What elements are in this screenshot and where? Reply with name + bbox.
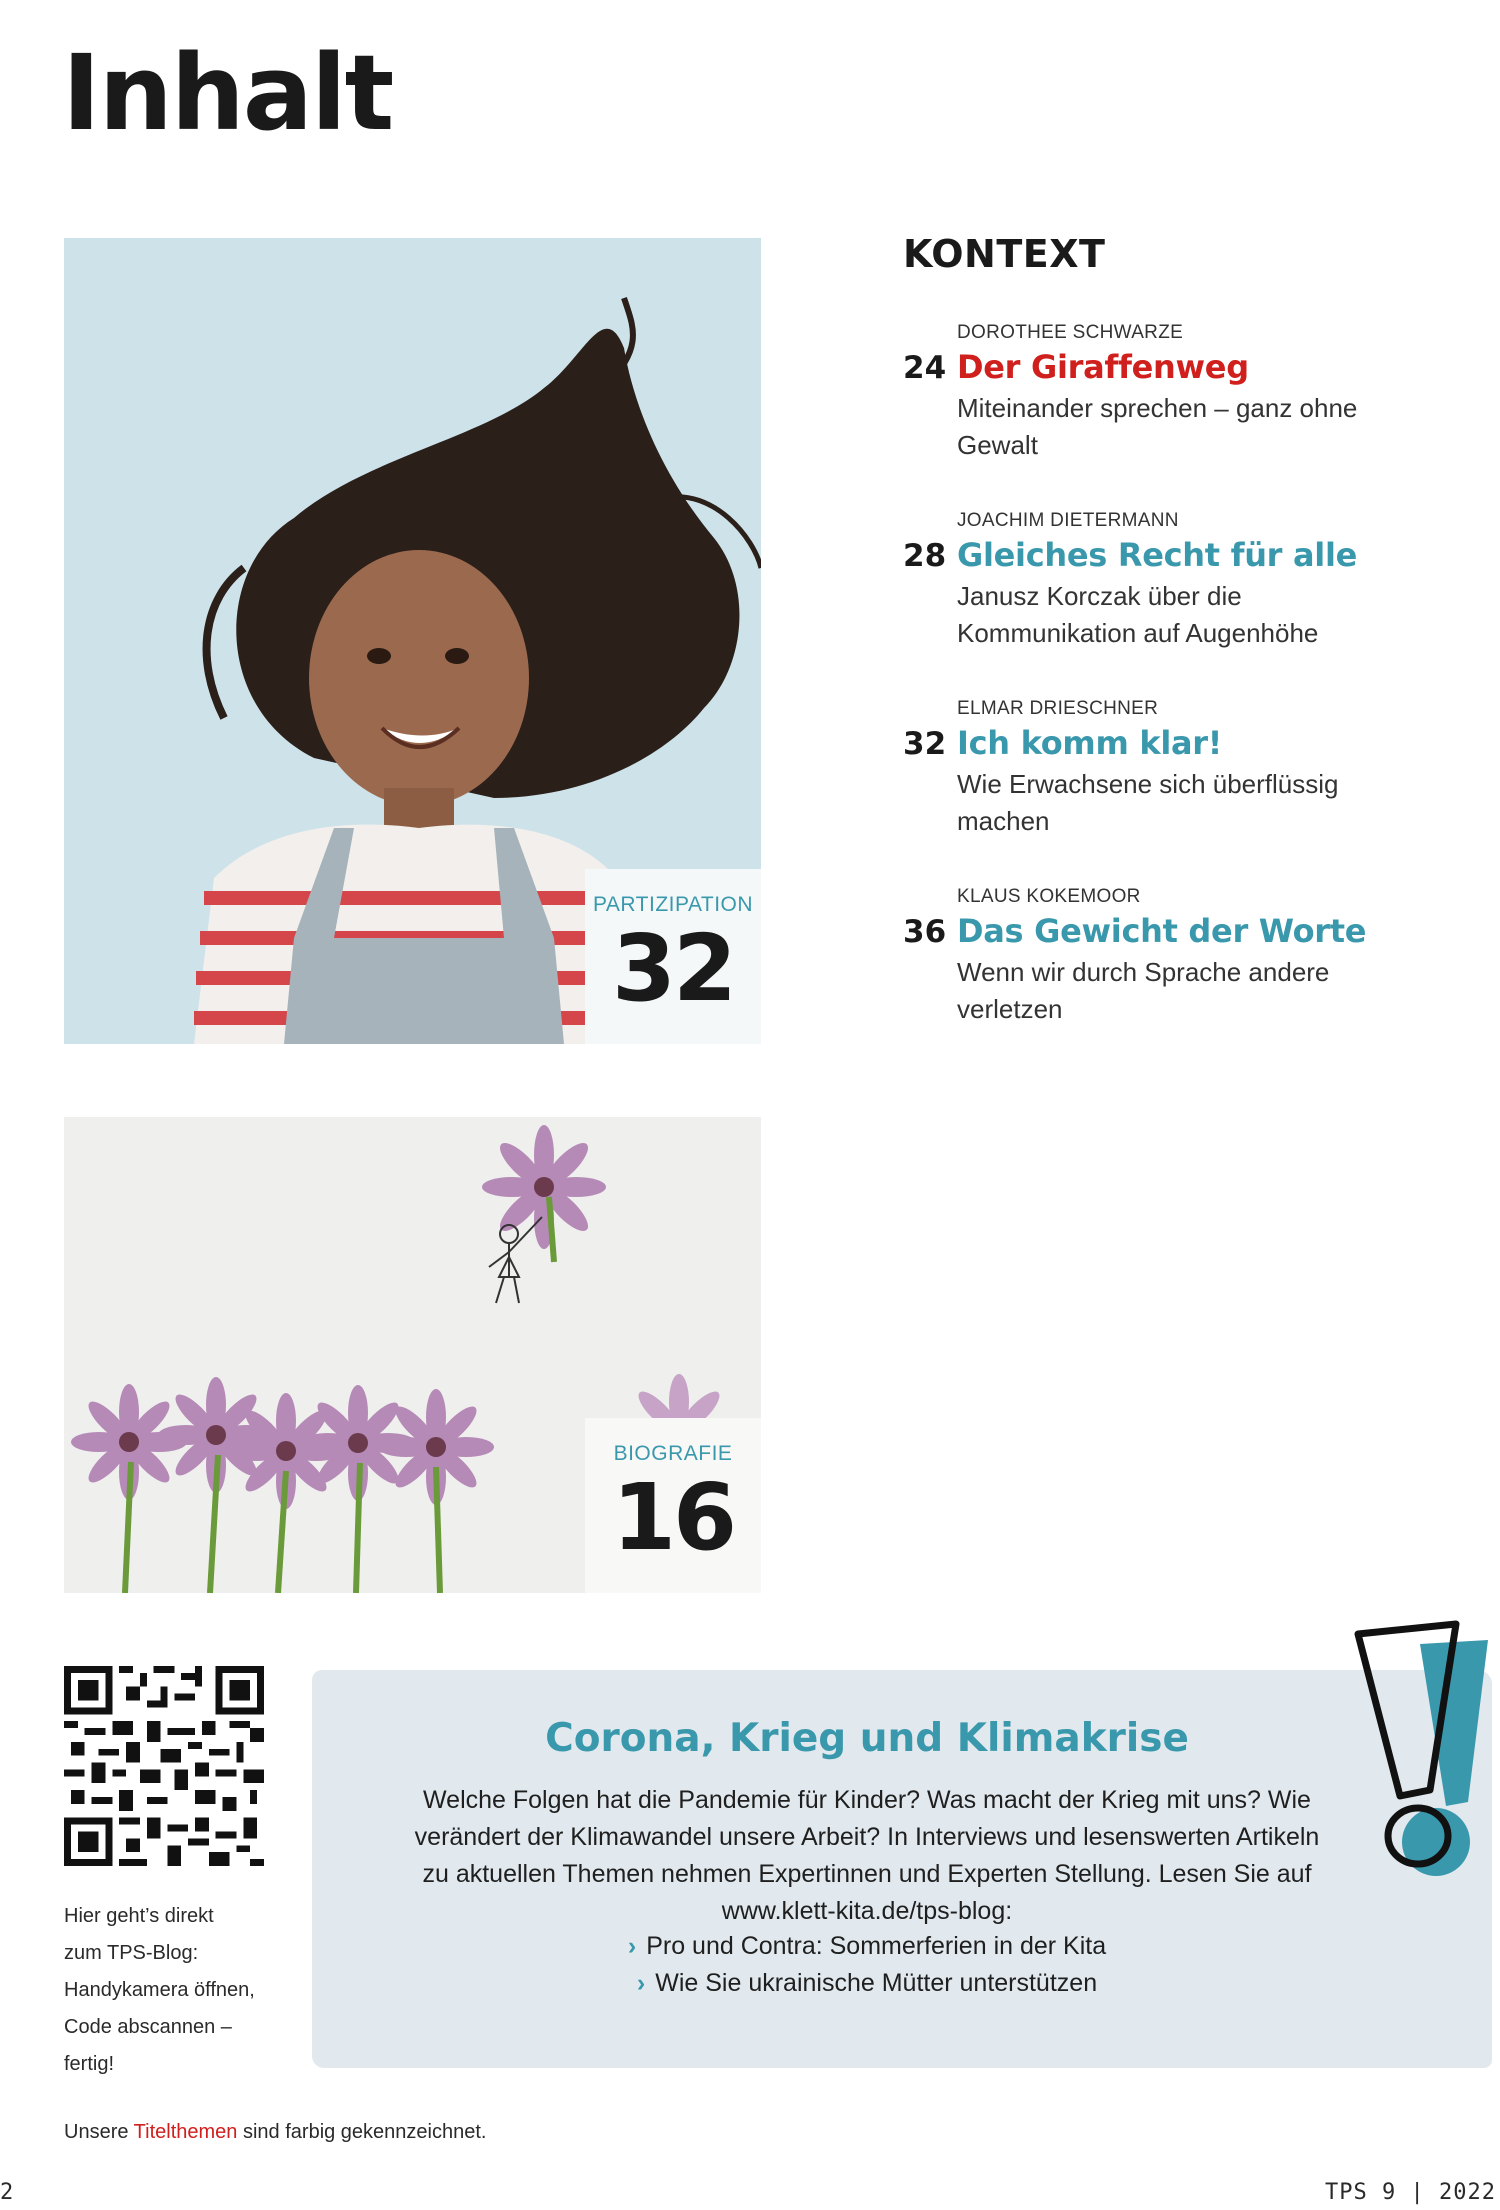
- entry-description: Miteinander sprechen – ganz ohne Gewalt: [957, 393, 1358, 460]
- blog-teaser-box: [312, 1670, 1492, 2068]
- feature-tag-partizipation[interactable]: [585, 869, 761, 1044]
- entry-title[interactable]: Ich komm klar!: [957, 724, 1223, 762]
- feature-tag-biografie[interactable]: [585, 1418, 761, 1593]
- feature-label: BIOGRAFIE: [613, 1442, 733, 1465]
- section-title: KONTEXT: [903, 232, 1106, 276]
- entry-title[interactable]: Der Giraffenweg: [957, 348, 1249, 386]
- footnote-highlight: Titelthemen: [133, 2121, 238, 2143]
- qr-code-icon[interactable]: [64, 1666, 264, 1866]
- entry-title[interactable]: Das Gewicht der Worte: [957, 912, 1367, 950]
- entry-description: Wie Erwachsene sich überflüssig machen: [957, 769, 1339, 836]
- feature-page-number: 32: [611, 915, 735, 1022]
- blog-text-line: zu aktuellen Themen nehmen Expertinnen und Experten Stellung. Lesen Sie auf: [422, 1860, 1312, 1888]
- toc-entry[interactable]: [903, 510, 1383, 660]
- toc-entry[interactable]: [903, 886, 1383, 1036]
- entry-author: JOACHIM DIETERMANN: [957, 510, 1179, 531]
- footnote-text: Unsere: [64, 2121, 134, 2143]
- footnote: [64, 2121, 486, 2144]
- blog-list-item-label: Pro und Contra: Sommerferien in der Kita: [646, 1932, 1107, 1960]
- qr-note-line: Code abscannen –: [64, 2016, 232, 2038]
- qr-note-line: Handykamera öffnen,: [64, 1979, 255, 2001]
- entry-page-number: 24: [903, 350, 947, 386]
- feature-label: PARTIZIPATION: [592, 893, 754, 916]
- entry-author: DOROTHEE SCHWARZE: [957, 322, 1184, 343]
- qr-note-line: Hier geht’s direkt: [64, 1905, 214, 1927]
- footnote-text: sind farbig gekennzeichnet.: [237, 2121, 487, 2143]
- entry-page-number: 32: [903, 726, 947, 762]
- chevron-right-icon: ›: [627, 1932, 637, 1960]
- toc-entry[interactable]: [903, 322, 1383, 472]
- page-title: Inhalt: [62, 32, 393, 154]
- exclamation-mark-icon: [1348, 1610, 1498, 1900]
- entry-page-number: 36: [903, 914, 947, 950]
- entry-author: ELMAR DRIESCHNER: [957, 698, 1159, 719]
- blog-title: Corona, Krieg und Klimakrise: [545, 1716, 1189, 1761]
- blog-list-item-label: Wie Sie ukrainische Mütter unterstützen: [655, 1969, 1098, 1997]
- qr-note-line: fertig!: [64, 2053, 115, 2075]
- qr-note-line: zum TPS-Blog:: [64, 1942, 199, 1964]
- entry-title[interactable]: Gleiches Recht für alle: [957, 536, 1358, 574]
- entry-author: KLAUS KOKEMOOR: [957, 886, 1141, 907]
- feature-page-number: 16: [611, 1464, 735, 1571]
- girl-with-flying-hair-photo[interactable]: [64, 238, 761, 1044]
- issue-label: TPS 9 | 2022: [1325, 2180, 1496, 2205]
- blog-list-item[interactable]: [312, 1928, 1422, 1965]
- purple-daisies-photo[interactable]: [64, 1117, 761, 1593]
- blog-list-item[interactable]: [312, 1965, 1422, 2002]
- blog-text: [362, 1782, 1372, 1930]
- entry-description: Wenn wir durch Sprache andere verletzen: [957, 957, 1330, 1024]
- entry-page-number: 28: [903, 538, 947, 574]
- blog-text-line: verändert der Klimawandel unsere Arbeit? In Interviews und lesenswerten Artikeln: [414, 1823, 1320, 1851]
- chevron-right-icon: ›: [636, 1969, 646, 1997]
- blog-url[interactable]: www.klett-kita.de/tps-blog:: [721, 1897, 1013, 1925]
- blog-text-line: Welche Folgen hat die Pandemie für Kinder? Was macht der Krieg mit uns? Wie: [423, 1786, 1311, 1814]
- toc-entry[interactable]: [903, 698, 1383, 848]
- page-number: 2: [0, 2180, 14, 2205]
- blog-list: [312, 1928, 1422, 2002]
- qr-note: [64, 1898, 284, 2083]
- entry-description: Janusz Korczak über die Kommunikation auf Augenhöhe: [957, 581, 1319, 648]
